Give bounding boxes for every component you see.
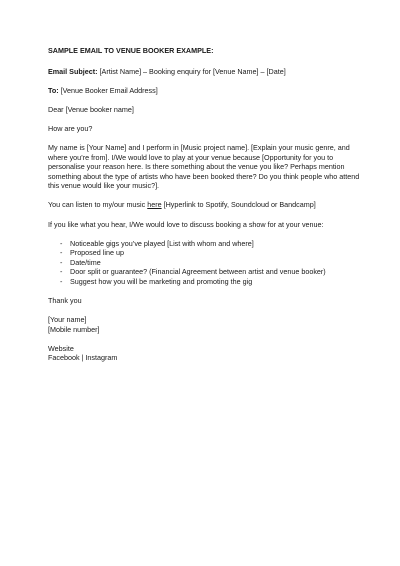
discuss-paragraph: If you like what you hear, I/We would love to discuss booking a show for at your venue: [48,219,324,229]
listen-before: You can listen to my/our music [48,200,148,210]
signature-mobile: [Mobile number] [48,324,100,334]
signature-name: [Your name] [48,315,87,325]
greeting: Dear [Venue booker name] [48,104,134,114]
bullet-dash: - [60,248,63,258]
listen-paragraph [48,200,360,210]
intro-paragraph: My name is [Your Name] and I perform in [Music project name]. [Explain your music genre, and where you’re from]. I/We would love to play at your venue because [Opportunity for you to personalise your reason here. Is there something about the venue you like? Perhaps mention something about the type of artists who have been booked there? Do you think people who attend this venue would like your music?]. [48,142,360,191]
signature-block [48,315,360,334]
subject-label: Email Subject: [48,66,98,76]
bullet-dash: - [60,267,63,277]
bullet-dash: - [60,257,63,267]
thanks-line: Thank you [48,296,82,306]
listen-after: [Hyperlink to Spotify, Soundcloud or Bandcamp] [161,200,316,210]
document-title: SAMPLE EMAIL TO VENUE BOOKER EXAMPLE: [48,46,214,55]
music-link[interactable]: here [147,200,162,210]
list-item: - Proposed line up [60,248,124,258]
email-template [48,46,360,373]
list-item: - Door split or guarantee? (Financial Agreement between artist and venue booker) [60,267,326,277]
bullet-dash: - [60,277,63,286]
footer-block [48,344,360,363]
subject-text: [Artist Name] – Booking enquiry for [Venue Name] – [Date] [97,66,286,76]
list-item: - Noticeable gigs you’ve played [List with whom and where] [60,238,254,248]
to-text: [Venue Booker Email Address] [58,85,158,95]
booking-details-list [48,239,360,287]
footer-website: Website [48,343,74,353]
email-to-line [48,86,360,96]
bullet-dash: - [60,238,63,248]
list-item: - Date/time [60,257,101,267]
to-label: To: [48,85,59,95]
footer-social: Facebook | Instagram [48,353,118,363]
list-item: - Suggest how you will be marketing and promoting the gig [60,277,253,286]
email-subject-line [48,67,360,77]
how-are-you: How are you? [48,123,93,133]
